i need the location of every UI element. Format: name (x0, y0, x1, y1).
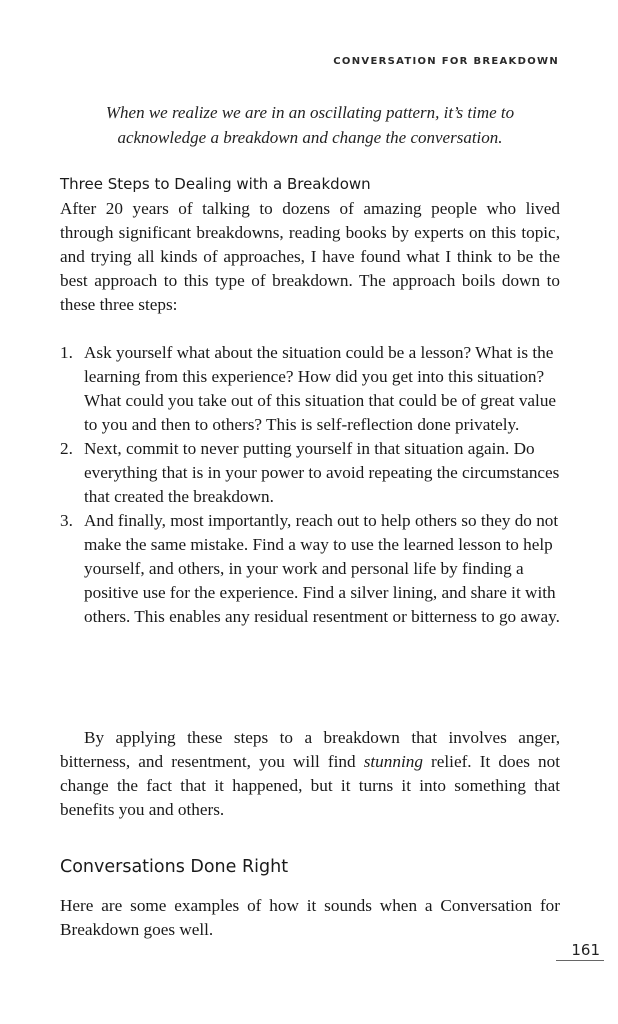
pull-quote-line-1: When we realize we are in an oscillating pattern, it’s time to (105, 103, 515, 122)
emphasis-word: stunning (363, 752, 423, 771)
step-number: 2. (60, 439, 73, 458)
list-item (60, 509, 560, 629)
section2-intro-paragraph: Here are some examples of how it sounds when a Conversation for Breakdown goes well. (60, 896, 560, 939)
closing-text-after: relief. It does not change the fact that it happened, but it turns it into something that benefits you and others. (60, 752, 560, 819)
intro-paragraph: After 20 years of talking to dozens of amazing people who lived through significant breakdowns, reading books by experts on this topic, and trying all kinds of approaches, I have found what I think to be the best approach to this type of breakdown. The approach boils down to these three steps: (60, 199, 560, 314)
pull-quote (60, 100, 560, 150)
pull-quote-line-2: acknowledge a breakdown and change the conversation. (117, 128, 503, 147)
section-heading-conversations-done-right: Conversations Done Right (60, 857, 289, 877)
closing-text-before: By applying these steps to a breakdown that involves anger, bitterness, and resentment, you will find (60, 728, 560, 771)
running-head: CONVERSATION FOR BREAKDOWN (333, 56, 559, 67)
step-text: Next, commit to never putting yourself in that situation again. Do everything that is in your power to avoid repeating the circumstances that created the breakdown. (84, 439, 560, 506)
list-item (60, 341, 560, 437)
page-number: 161 (556, 940, 604, 961)
list-item (60, 437, 560, 509)
step-number: 1. (60, 343, 73, 362)
closing-paragraph (60, 726, 560, 822)
step-number: 3. (60, 511, 73, 530)
section-heading-three-steps: Three Steps to Dealing with a Breakdown (60, 175, 371, 193)
steps-list (60, 341, 560, 629)
step-text: And finally, most importantly, reach out to help others so they do not make the same mistake. Find a way to use the learned lesson to help yourself, and others, in your work and personal life by finding a positive use for the experience. Find a silver lining, and share it with others. This enables any residual resentment or bitterness to go away. (84, 511, 560, 626)
step-text: Ask yourself what about the situation could be a lesson? What is the learning from this experience? How did you get into this situation? What could you take out of this situation that could be of great value to you and then to others? This is self-reflection done privately. (84, 343, 557, 434)
